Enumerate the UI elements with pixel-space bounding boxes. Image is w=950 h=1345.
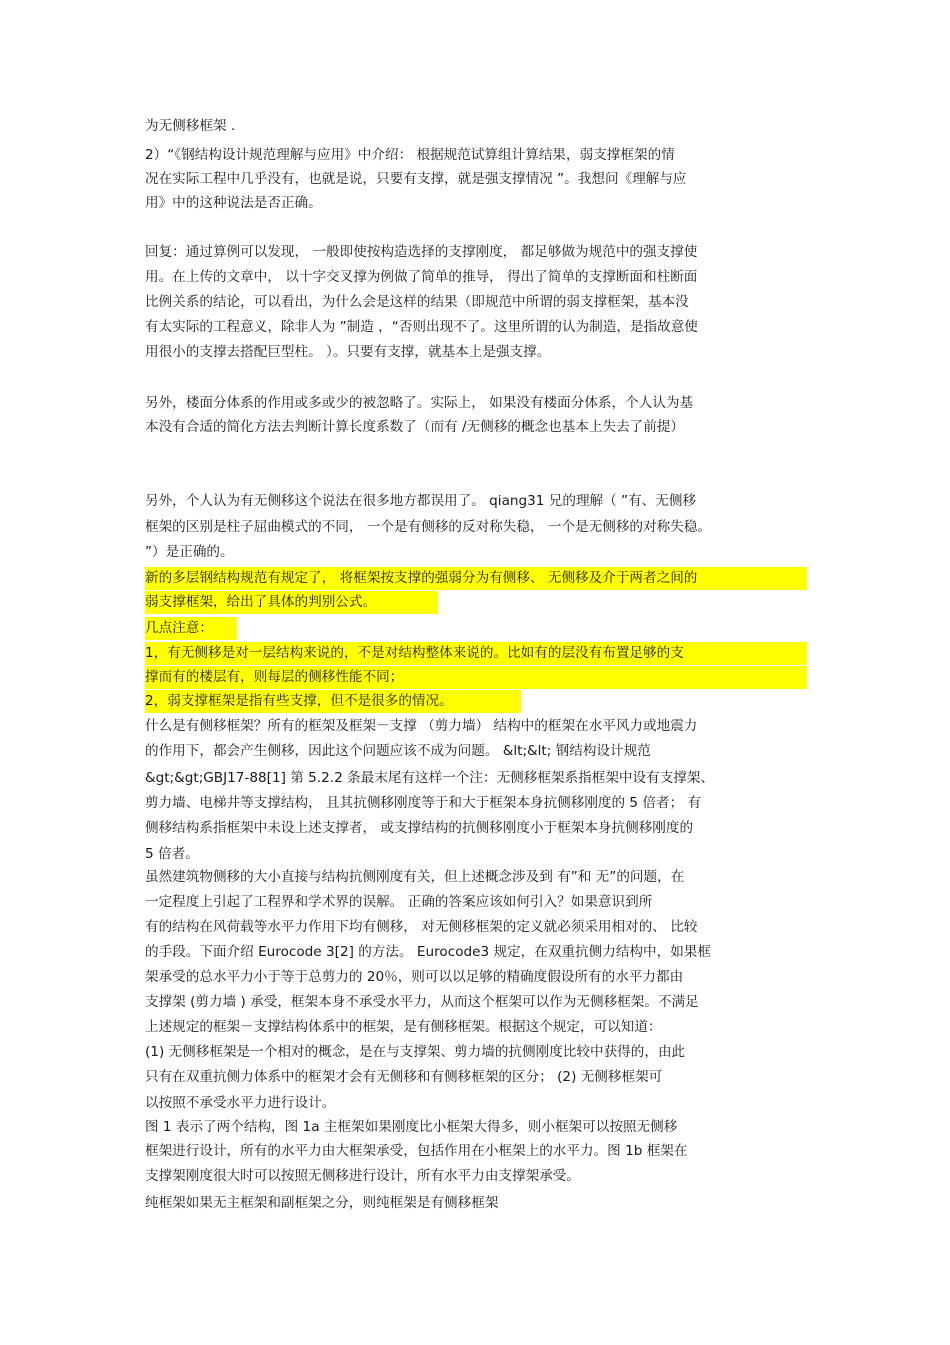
text-line: 只有在双重抗侧力体系中的框架才会有无侧移和有侧移框架的区分； (2) 无侧移框架可 xyxy=(145,1069,663,1085)
highlighted-line: 撑而有的楼层有，则每层的侧移性能不同； xyxy=(145,666,807,689)
text-line: 支撑架 (剪力墙 ) 承受，框架本身不承受水平力，从而这个框架可以作为无侧移框架。不满足 xyxy=(145,994,699,1010)
text-line: 以按照不承受水平力进行设计。 xyxy=(145,1095,336,1111)
text-line: 一定程度上引起了工程界和学术界的误解。 正确的答案应该如何引入？如果意识到所 xyxy=(145,894,653,910)
text-line: 用》中的这种说法是否正确。 xyxy=(145,195,322,211)
text-line: &gt;&gt;GBJ17-88[1] 第 5.2.2 条最末尾有这样一个注：无侧移框架系指框架中设有支撑架、 xyxy=(145,770,715,786)
highlighted-line: 2，弱支撑框架是指有些支撑，但不是很多的情况。 xyxy=(145,690,521,713)
text-line: 的手段。下面介绍 Eurocode 3[2] 的方法。 Eurocode3 规定，在双重抗侧力结构中，如果框 xyxy=(145,944,711,960)
text-line: 另外，楼面分体系的作用或多或少的被忽略了。实际上， 如果没有楼面分体系，个人认为基 xyxy=(145,395,694,411)
text-line: 2）“《钢结构设计规范理解与应用》中介绍： 根据规范试算组计算结果，弱支撑框架的情 xyxy=(145,147,675,163)
text-line: 况在实际工程中几乎没有，也就是说，只要有支撑，就是强支撑情况 ”。我想问《理解与应 xyxy=(145,171,687,187)
highlighted-line: 新的多层钢结构规范有规定了， 将框架按支撑的强弱分为有侧移、 无侧移及介于两者之间的 xyxy=(145,567,807,590)
text-line: 什么是有侧移框架？所有的框架及框架－支撑 （剪力墙） 结构中的框架在水平风力或地震力 xyxy=(145,718,698,734)
text-line: 另外，个人认为有无侧移这个说法在很多地方都误用了。 qiang31 兄的理解（ ”有、无侧移 xyxy=(145,493,697,509)
text-line: 侧移结构系指框架中未设上述支撑者， 或支撑结构的抗侧移刚度小于框架本身抗侧移刚度的 xyxy=(145,820,694,836)
text-line: 本没有合适的简化方法去判断计算长度系数了（而有 /无侧移的概念也基本上失去了前提） xyxy=(145,419,685,435)
text-line: 剪力墙、电梯井等支撑结构， 且其抗侧移刚度等于和大于框架本身抗侧移刚度的 5 倍者； 有 xyxy=(145,795,702,811)
highlighted-line: 弱支撑框架，给出了具体的判别公式。 xyxy=(145,591,438,614)
text-line: 用很小的支撑去搭配巨型柱。 ）。只要有支撑，就基本上是强支撑。 xyxy=(145,344,551,360)
text-line: 框架进行设计，所有的水平力由大框架承受，包括作用在小框架上的水平力。图 1b 框架在 xyxy=(145,1143,688,1159)
text-line: 为无侧移框架 . xyxy=(145,118,236,134)
highlighted-line: 1，有无侧移是对一层结构来说的，不是对结构整体来说的。比如有的层没有布置足够的支 xyxy=(145,642,807,665)
text-line: 虽然建筑物侧移的大小直接与结构抗侧刚度有关，但上述概念涉及到 有”和 无”的问题，在 xyxy=(145,869,685,885)
text-line: 上述规定的框架－支撑结构体系中的框架，是有侧移框架。根据这个规定，可以知道： xyxy=(145,1019,662,1035)
highlighted-line: 几点注意： xyxy=(145,617,237,640)
text-line: 5 倍者。 xyxy=(145,846,199,862)
text-line: ”）是正确的。 xyxy=(145,544,234,560)
text-line: 的作用下，都会产生侧移，因此这个问题应该不成为问题。 &lt;&lt; 钢结构设计规范 xyxy=(145,743,651,759)
text-line: (1) 无侧移框架是一个相对的概念，是在与支撑架、剪力墙的抗侧刚度比较中获得的，由此 xyxy=(145,1044,686,1060)
text-line: 有的结构在风荷载等水平力作用下均有侧移， 对无侧移框架的定义就必须采用相对的、 比较 xyxy=(145,919,698,935)
text-line: 有太实际的工程意义，除非人为 ”制造 ，“否则出现不了。这里所谓的认为制造，是指故意使 xyxy=(145,319,698,335)
text-line: 回复：通过算例可以发现， 一般即使按构造选择的支撑刚度， 都足够做为规范中的强支撑使 xyxy=(145,244,698,260)
text-line: 架承受的总水平力小于等于总剪力的 20％，则可以以足够的精确度假设所有的水平力都由 xyxy=(145,969,684,985)
text-line: 用。在上传的文章中， 以十字交叉撑为例做了简单的推导， 得出了简单的支撑断面和柱断面 xyxy=(145,269,698,285)
text-line: 比例关系的结论，可以看出，为什么会是这样的结果（即规范中所谓的弱支撑框架，基本没 xyxy=(145,294,689,310)
text-line: 支撑架刚度很大时可以按照无侧移进行设计，所有水平力由支撑架承受。 xyxy=(145,1168,580,1184)
text-line: 框架的区别是柱子屈曲模式的不同， 一个是有侧移的反对称失稳， 一个是无侧移的对称失稳。 xyxy=(145,519,711,535)
text-line: 纯框架如果无主框架和副框架之分，则纯框架是有侧移框架 xyxy=(145,1195,499,1211)
text-line: 图 1 表示了两个结构，图 1a 主框架如果刚度比小框架大得多，则小框架可以按照无侧移 xyxy=(145,1119,678,1135)
